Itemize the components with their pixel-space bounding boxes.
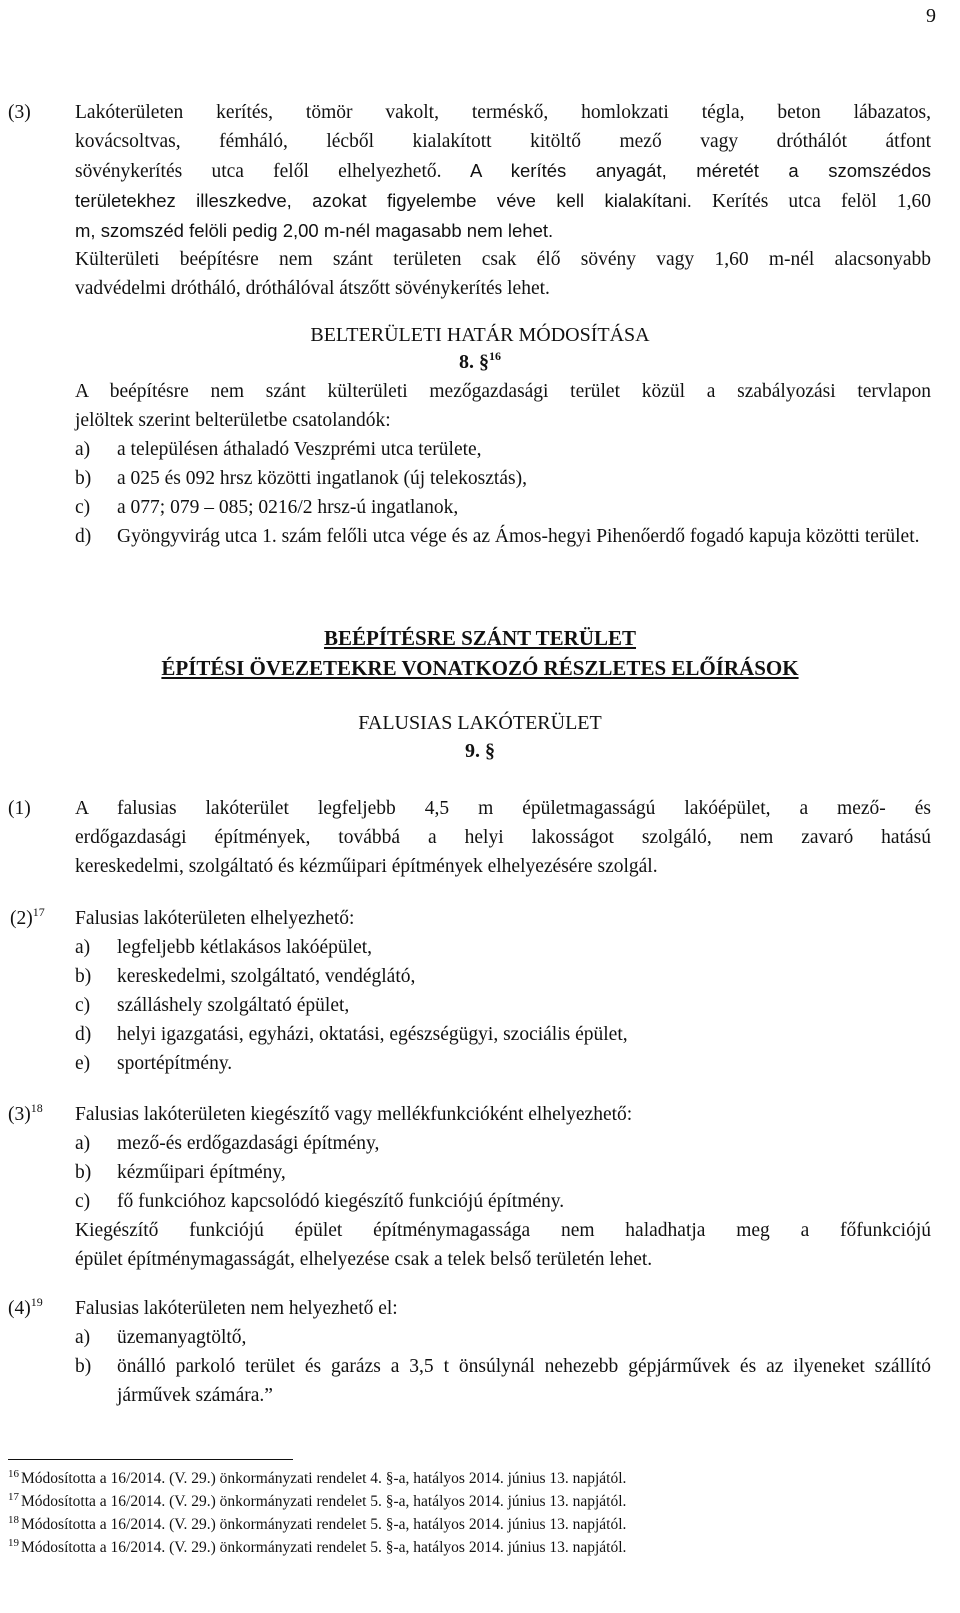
list-text: fő funkcióhoz kapcsolódó kiegészítő funkciójú építmény. [117, 1191, 565, 1212]
list-letter: a) [75, 439, 91, 460]
footnote [8, 1490, 626, 1513]
text-line: épület építménymagasságát, elhelyezése csak a telek belső területén lehet. [75, 1249, 653, 1270]
text-run: A kerítés anyagát, méretét a szomszédos [441, 160, 932, 181]
paragraph-number: (4) [8, 1298, 31, 1319]
list-item [75, 991, 931, 1020]
footnote-number: 18 [8, 1514, 19, 1526]
paragraph-number-2 [10, 904, 45, 933]
paragraph-9-number: 9. § [465, 740, 495, 762]
footnote-ref: 18 [30, 1101, 43, 1115]
footnote-separator [8, 1459, 293, 1460]
list-text: helyi igazgatási, egyházi, oktatási, egészségügyi, szociális épület, [117, 1024, 628, 1045]
list-letter: c) [75, 995, 91, 1016]
footnote-text: Módosította a 16/2014. (V. 29.) önkormányzati rendelet 5. §-a, hatályos 2014. június 13. napjától. [21, 1539, 627, 1556]
list-letter: b) [75, 468, 92, 489]
list-letter: c) [75, 1191, 91, 1212]
text-line: Falusias lakóterületen nem helyezhető el: [75, 1298, 398, 1319]
page-number: 9 [926, 5, 936, 27]
list-item [75, 1323, 931, 1352]
text-line: Kiegészítő funkciójú épület építménymagassága nem haladhatja meg a főfunkciójú [75, 1220, 931, 1241]
footnote-text: Módosította a 16/2014. (V. 29.) önkormányzati rendelet 5. §-a, hatályos 2014. június 13. napjától. [21, 1516, 627, 1533]
list-letter: b) [75, 1162, 92, 1183]
list-letter: b) [75, 1356, 92, 1377]
footnote-number: 16 [8, 1468, 19, 1480]
paragraph-8-number [0, 348, 960, 377]
falusias-heading: FALUSIAS LAKÓTERÜLET [358, 712, 602, 734]
text-line: kovácsoltvas, fémháló, lécből kialakított kitöltő mező vagy dróthálót átfont [75, 131, 931, 152]
text-line: A beépítésre nem szánt külterületi mezőgazdasági terület közül a szabályozási tervlapon [75, 381, 931, 402]
list-letter: a) [75, 1327, 91, 1348]
list-text: üzemanyagtöltő, [117, 1327, 247, 1348]
list-text: legfeljebb kétlakásos lakóépület, [117, 937, 373, 958]
paragraph-number-1: (1) [8, 798, 31, 819]
list-item [75, 522, 931, 551]
footnote-text: Módosította a 16/2014. (V. 29.) önkormányzati rendelet 4. §-a, hatályos 2014. június 13. napjától. [21, 1470, 627, 1487]
belteruleti-heading: BELTERÜLETI HATÁR MÓDOSÍTÁSA [310, 324, 650, 346]
list-item [75, 435, 931, 464]
text-run: sövénykerítés utca felől elhelyezhető. [75, 161, 442, 182]
text-line: m, szomszéd felöli pedig 2,00 m-nél magasabb nem lehet. [75, 220, 554, 241]
list-item [75, 493, 931, 522]
footnote-ref: 19 [30, 1295, 43, 1309]
list-item [75, 962, 931, 991]
text-line [75, 186, 931, 216]
footnotes [8, 1467, 626, 1559]
list-text: a településen áthaladó Veszprémi utca területe, [117, 439, 482, 460]
list-letter: a) [75, 937, 91, 958]
list-text: a 025 és 092 hrsz közötti ingatlanok (új telekosztás), [117, 468, 527, 489]
list-letter: a) [75, 1133, 91, 1154]
footnote-number: 19 [8, 1537, 19, 1549]
footnote-ref: 17 [32, 905, 45, 919]
list-item [75, 464, 931, 493]
list-letter: d) [75, 1024, 92, 1045]
footnote [8, 1536, 626, 1559]
belteruleti-list [75, 377, 931, 551]
text-line: Falusias lakóterületen elhelyezhető: [75, 908, 355, 929]
text-line: vadvédelmi drótháló, dróthálóval átszőtt sövénykerítés lehet. [75, 278, 550, 299]
list-letter: c) [75, 497, 91, 518]
list-text: Gyöngyvirág utca 1. szám felőli utca vége és az Ámos-hegyi Pihenőerdő fogadó kapuja közötti terület. [117, 526, 920, 547]
section-3-text [75, 98, 931, 303]
paragraph-number-3b [8, 1100, 43, 1129]
text-line: jelöltek szerint belterületbe csatolandók: [75, 410, 391, 431]
footnote-text: Módosította a 16/2014. (V. 29.) önkormányzati rendelet 5. §-a, hatályos 2014. június 13. napjától. [21, 1493, 627, 1510]
falusias-p3-text [75, 1100, 931, 1274]
falusias-p1-text [75, 794, 931, 881]
text-line [75, 156, 931, 186]
list-item [75, 1158, 931, 1187]
main-heading-line-2: ÉPÍTÉSI ÖVEZETEKRE VONATKOZÓ RÉSZLETES ELŐÍRÁSOK [161, 656, 799, 680]
footnote-number: 17 [8, 1491, 19, 1503]
list-text: sportépítmény. [117, 1053, 233, 1074]
paragraph-number: (2) [10, 908, 33, 929]
text-line: Külterületi beépítésre nem szánt területen csak élő sövény vagy 1,60 m-nél alacsonyabb [75, 249, 931, 270]
footnote [8, 1513, 626, 1536]
falusias-p4-text [75, 1294, 931, 1410]
text-line: erdőgazdasági építmények, továbbá a helyi lakosságot szolgáló, nem zavaró hatású [75, 827, 931, 848]
text-line: kereskedelmi, szolgáltató és kézműipari építmények elhelyezésére szolgál. [75, 856, 658, 877]
list-text: a 077; 079 – 085; 0216/2 hrsz-ú ingatlanok, [117, 497, 459, 518]
paragraph-number: 8. § [459, 351, 489, 373]
list-item [75, 1352, 931, 1410]
text-line: Falusias lakóterületen kiegészítő vagy mellékfunkcióként elhelyezhető: [75, 1104, 633, 1125]
list-item [75, 933, 931, 962]
list-item [75, 1129, 931, 1158]
paragraph-number: (3) [8, 1104, 31, 1125]
text-line: A falusias lakóterület legfeljebb 4,5 m épületmagasságú lakóépület, a mező- és [75, 798, 931, 819]
list-letter: b) [75, 966, 92, 987]
list-text: szálláshely szolgáltató épület, [117, 995, 350, 1016]
text-line: Lakóterületen kerítés, tömör vakolt, terméskő, homlokzati tégla, beton lábazatos, [75, 102, 931, 123]
footnote [8, 1467, 626, 1490]
list-text: önálló parkoló terület és garázs a 3,5 t önsúlynál nehezebb gépjárművek és az ilyeneket szállító járművek számára.” [117, 1356, 931, 1406]
footnote-ref: 16 [489, 349, 501, 363]
list-item [75, 1049, 931, 1078]
list-text: kereskedelmi, szolgáltató, vendéglátó, [117, 966, 416, 987]
falusias-p2-text [75, 904, 931, 1078]
list-item [75, 1020, 931, 1049]
list-text: kézműipari építmény, [117, 1162, 286, 1183]
main-heading-line-1: BEÉPÍTÉSRE SZÁNT TERÜLET [323, 626, 637, 650]
list-text: mező-és erdőgazdasági építmény, [117, 1133, 380, 1154]
list-letter: d) [75, 526, 92, 547]
paragraph-number-4 [8, 1294, 43, 1323]
list-item [75, 1187, 931, 1216]
paragraph-number-3: (3) [8, 102, 31, 123]
list-letter: e) [75, 1053, 91, 1074]
text-run: területekhez illeszkedve, azokat figyelembe véve kell kialakítani. [75, 190, 692, 211]
text-run: Kerítés utca felöl 1,60 [691, 191, 931, 212]
